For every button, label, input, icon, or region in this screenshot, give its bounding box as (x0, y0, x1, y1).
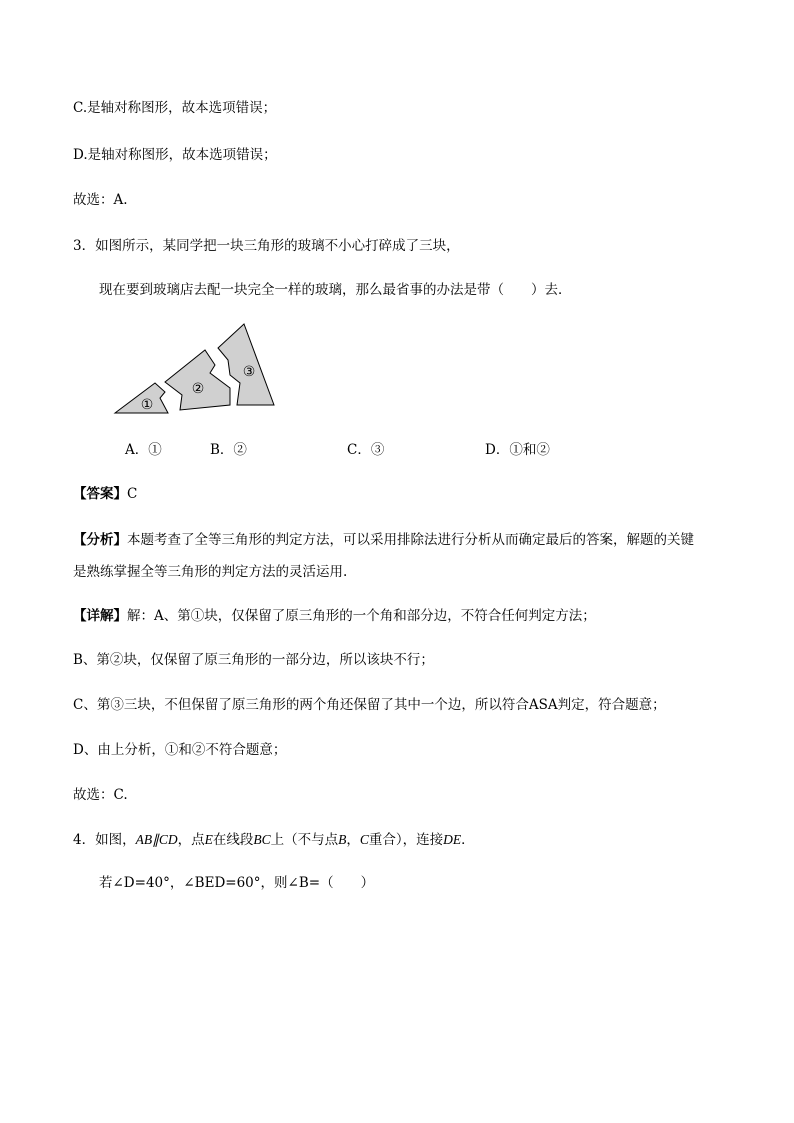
q3-stem-line1 (73, 236, 460, 256)
detail-text1: 解：A、第①块，仅保留了原三角形的一个角和部分边，不符合任何判定方法； (127, 608, 596, 624)
analysis-text1: 本题考查了全等三角形的判定方法，可以采用排除法进行分析从而确定最后的答案，解题的关键 (127, 532, 694, 548)
q3-choose-line: 故选：C. (73, 787, 128, 803)
prev-d-line: D.是轴对称图形，故本选项错误； (73, 147, 277, 163)
q4-math-b: B (338, 832, 347, 847)
glass-piece-2-label: ② (191, 381, 205, 397)
q4-text-4: 上（不与点 (270, 832, 339, 848)
q4-math-bc: BC (253, 832, 271, 847)
q3-option-d: D．①和② (485, 442, 550, 458)
q4-text-2: ，点 (177, 832, 205, 848)
q4-number: 4． (73, 832, 96, 848)
answer-tag: 【答案】 (73, 486, 127, 502)
q3-option-c: C．③ (347, 442, 385, 458)
q4-text-1: 如图， (95, 832, 136, 848)
q3-option-b: B．② (210, 442, 247, 458)
q4-math-e: E (204, 832, 213, 847)
q3-detail-line1 (73, 606, 596, 626)
q4-text-7: ． (461, 832, 475, 848)
q3-answer (73, 484, 137, 504)
analysis-tag: 【分析】 (73, 532, 127, 548)
q3-stem-line2: 现在要到玻璃店去配一块完全一样的玻璃，那么最省事的办法是带（ ）去． (99, 282, 572, 298)
q4-text-5: ， (346, 832, 360, 848)
q4-stem-line2: 若∠D=40°，∠BED=60°，则∠B=（ ） (99, 875, 375, 891)
prev-c-line: C.是轴对称图形，故本选项错误； (73, 100, 277, 116)
q3-detail-line2: B、第②块，仅保留了原三角形的一部分边，所以该块不行； (73, 652, 434, 668)
detail-tag: 【详解】 (73, 608, 127, 624)
q3-analysis-line1 (73, 530, 694, 550)
q4-math-ab-cd: AB∥CD (135, 832, 178, 847)
glass-piece-2 (165, 350, 230, 410)
q3-detail-line3: C、第③三块，不但保留了原三角形的两个角还保留了其中一个边，所以符合ASA判定，符合题意； (73, 697, 666, 713)
glass-pieces-figure (110, 320, 280, 415)
q3-stem-text1: 如图所示，某同学把一块三角形的玻璃不小心打碎成了三块， (95, 238, 460, 254)
answer-value: C (127, 486, 138, 502)
q4-math-c: C (359, 832, 369, 847)
glass-piece-1-label: ① (140, 397, 154, 413)
q4-stem-line1 (73, 830, 475, 850)
q4-math-de: DE (443, 832, 462, 847)
prev-choose-line: 故选：A. (73, 192, 128, 208)
q4-text-6: 重合），连接 (368, 832, 444, 848)
q3-analysis-line2: 是熟练掌握全等三角形的判定方法的灵活运用. (73, 564, 348, 580)
q3-detail-line4: D、由上分析，①和②不符合题意； (73, 742, 287, 758)
q3-number: 3． (73, 238, 96, 254)
q3-option-a: A．① (125, 442, 162, 458)
q4-text-3: 在线段 (212, 832, 254, 848)
glass-piece-3-label: ③ (242, 364, 256, 380)
